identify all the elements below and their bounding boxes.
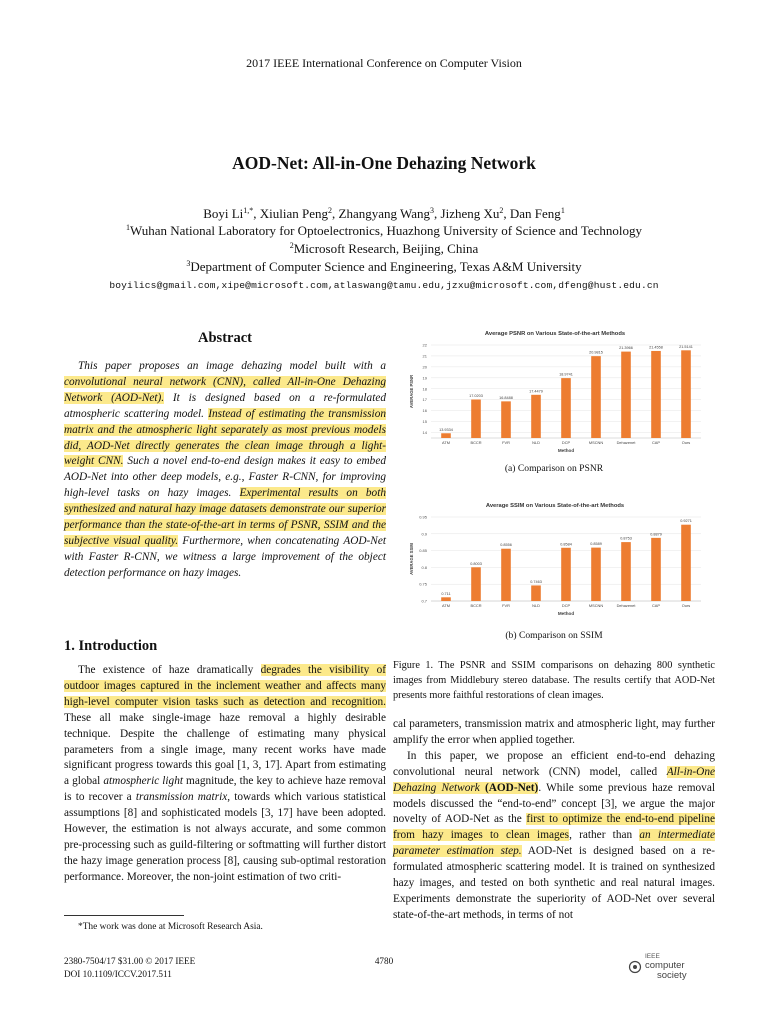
y-tick-label: 0.75 [419, 581, 427, 587]
data-label: 0.8879 [650, 532, 662, 537]
footer-issn: 2380-7504/17 $31.00 © 2017 IEEE [64, 956, 196, 966]
y-tick-label: 0.85 [419, 548, 427, 554]
bar [531, 395, 541, 438]
logo-icon [627, 949, 707, 983]
affiliation-3-text: Department of Computer Science and Engineering, Texas A&M University [190, 259, 582, 274]
intro-heading: 1. Introduction [64, 638, 158, 654]
bar [681, 350, 691, 438]
data-label: 21.4558 [649, 345, 663, 350]
footer-doi: DOI 10.1109/ICCV.2017.511 [64, 969, 172, 979]
x-tick-label: BCCR [470, 603, 482, 608]
data-label: 13.9334 [439, 427, 453, 432]
x-tick-label: FVR [502, 603, 510, 608]
conference-header: 2017 IEEE International Conference on Computer Vision [246, 56, 522, 70]
intro-body-right [393, 717, 715, 924]
data-label: 0.8584 [560, 542, 572, 547]
abstract-text: Such a novel end-to-end design makes it easy to embed AOD-Net into other deep models, e.g., Faster R-CNN, for improving high-level tasks on hazy images. [64, 455, 386, 500]
data-label: 17.0203 [469, 393, 483, 398]
y-tick-label: 21 [422, 353, 427, 359]
caption-psnr: (a) Comparison on PSNR [504, 463, 604, 474]
intro-highlight-bold: (AOD-Net) [479, 781, 539, 794]
abstract-highlight: convolutional neural network (CNN), called All-in-One Dehazing Network (AOD-Net). [64, 375, 386, 404]
logo-top-text: IEEE [645, 953, 660, 960]
psnr-chart-svg [405, 325, 705, 460]
abstract-text: It is designed based on a re-formulated atmospheric scattering model. [64, 391, 386, 420]
data-label: 0.711 [441, 591, 451, 596]
chart-title: Average SSIM on Various State-of-the-art Methods [485, 503, 625, 509]
data-label: 0.8003 [470, 561, 482, 566]
data-label: 18.9741 [559, 372, 573, 377]
x-tick-label: Dehazenet [616, 440, 636, 445]
page-number: 4780 [374, 956, 394, 966]
bar [501, 549, 511, 601]
intro-highlight: All-in-One Dehazing Network [393, 765, 715, 794]
caption-ssim: (b) Comparison on SSIM [505, 630, 603, 641]
affiliation-3: $^3$Department of Computer Science and Engineering, Texas A&M University [186, 259, 582, 274]
y-tick-label: 19 [422, 375, 427, 381]
chart-title: Average PSNR on Various State-of-the-art Methods [484, 331, 626, 337]
bar [471, 567, 481, 601]
y-tick-label: 0.95 [419, 514, 427, 520]
abstract-body [64, 359, 386, 582]
data-label: 0.9271 [680, 519, 692, 524]
author-affiliation-mark: 2 [499, 206, 504, 215]
x-tick-label: Ours [681, 603, 691, 608]
bar [471, 399, 481, 438]
abstract-text: Furthermore, when concatenating AOD-Net with Faster R-CNN, we witness a large improvement of the object detection performance on hazy images. [64, 534, 386, 579]
paper-title: AOD-Net: All-in-One Dehazing Network [232, 153, 536, 173]
affiliation-1: $^1$Wuhan National Laboratory for Optoelectronics, Huazhong University of Science and Technology [125, 223, 643, 238]
x-tick-label: NLD [532, 440, 540, 445]
y-tick-label: 16 [422, 408, 427, 414]
author-affiliation-mark: 1,* [243, 206, 254, 215]
intro-text: , towards which various statistical assumptions [8] and sophisticated models [3, 17] have been adopted. However, the estimation is not always accurate, and some common pre-processing such as guild-filtering or softmatting will further distort the hazy image generation process [8], causing sub-optimal restoration performance. Moreover, the non-joint estimation of two criti- [64, 791, 387, 883]
x-tick-label: ATM [442, 603, 450, 608]
intro-text: , rather than [569, 829, 640, 842]
data-label: 0.8556 [500, 543, 512, 548]
intro-highlight: degrades the visibility of outdoor images captured in the inclement weather and affects many high-level computer vision tasks such as detection and recognition. [64, 664, 386, 708]
y-tick-label: 0.9 [421, 531, 427, 537]
intro-highlight: first to optimize the end-to-end pipeline from hazy images to clean images [393, 813, 715, 842]
intro-text: . While some previous haze removal models discussed the “end-to-end” concept [3], we argue the major novelty of AOD-Net as the [393, 781, 715, 826]
abstract-highlight: Experimental results on both synthesized and natural hazy image datasets demonstrate our superior performance than the state-of-the-art in terms of PSNR, SSIM and the subjective visual quality. [64, 487, 386, 547]
x-tick-label: Dehazenet [616, 603, 636, 608]
y-tick-label: 15 [422, 419, 427, 425]
y-tick-label: 0.7 [421, 598, 427, 604]
x-axis-label: Method [557, 611, 575, 616]
bar [441, 433, 451, 438]
logo-mid-text: computer [645, 960, 685, 971]
footnote: *The work was done at Microsoft Research Asia. [78, 922, 263, 932]
logo-bot-text: society [657, 970, 687, 981]
author-affiliation-mark: 2 [328, 206, 333, 215]
y-tick-label: 22 [422, 342, 427, 348]
bar [441, 597, 451, 601]
intro-text: AOD-Net is designed based on a re-formulated atmospheric scattering model. It is trained on synthesized hazy images, and tested on both synthetic and real natural images. Experiments demonstrate the superiority of AOD-Net over several state-of-the-art methods, in terms of not [393, 845, 715, 921]
bar [621, 542, 631, 601]
intro-body-left [64, 663, 386, 886]
intro-italic: transmission matrix [135, 791, 228, 804]
x-tick-label: DCP [561, 440, 571, 445]
intro-italic: atmospheric light [103, 775, 183, 788]
abstract-highlight: Instead of estimating the transmission matrix and the atmospheric light separately as most previous models did, AOD-Net directly generates the clean image through a light-weight CNN. [64, 407, 386, 468]
data-label: 21.3966 [619, 346, 633, 351]
bar [681, 525, 691, 601]
x-tick-label: Ours [681, 440, 691, 445]
bar [651, 538, 661, 601]
intro-text: The existence of haze dramatically [78, 664, 261, 676]
y-tick-label: 17 [422, 397, 427, 403]
affiliation-2: $^2$Microsoft Research, Beijing, China [289, 241, 479, 256]
x-axis-label: Method [557, 448, 575, 453]
bar [651, 351, 661, 438]
author-affiliation-mark: 1 [560, 206, 565, 215]
x-tick-label: MSCNN [588, 603, 604, 608]
ssim-chart [405, 497, 705, 623]
psnr-chart [405, 325, 705, 460]
abstract-heading: Abstract [198, 330, 252, 346]
y-tick-label: 14 [422, 430, 427, 436]
affiliation-1-text: Wuhan National Laboratory for Optoelectronics, Huazhong University of Science and Technology [129, 223, 643, 238]
bar [621, 352, 631, 438]
data-label: 0.8753 [620, 536, 632, 541]
x-tick-label: BCCR [470, 440, 482, 445]
data-label: 20.9815 [589, 350, 603, 355]
ieee-computer-society-logo [627, 949, 707, 983]
bar [561, 378, 571, 438]
data-label: 0.7463 [530, 579, 542, 584]
x-tick-label: CAP [652, 440, 660, 445]
intro-text: In this paper, we propose an efficient end-to-end dehazing convolutional neural network (CNN) model, called [393, 749, 715, 778]
abstract-text: This paper proposes an image dehazing model built with a [78, 360, 386, 372]
bar [501, 401, 511, 438]
ssim-chart-svg [405, 497, 705, 623]
data-label: 16.8488 [499, 395, 513, 400]
x-tick-label: NLD [532, 603, 540, 608]
data-label: 0.8589 [590, 542, 602, 547]
intro-text: magnitude, the key to achieve haze removal is to recover a [64, 775, 387, 804]
x-tick-label: CAP [652, 603, 660, 608]
x-tick-label: FVR [502, 440, 510, 445]
y-axis-label: AVERAGE SSIM [409, 543, 414, 575]
intro-continued: cal parameters, transmission matrix and atmospheric light, may further amplify the error when applied together. [393, 718, 715, 746]
bar [591, 548, 601, 601]
data-label: 17.4479 [529, 389, 543, 394]
y-tick-label: 18 [422, 386, 427, 392]
x-tick-label: DCP [561, 603, 571, 608]
author-line: Boyi $Li^{1,*}$, Xiulian Peng$^2$, Zhangyang Wang$^3$, Jizheng Xu$^2$, Dan Feng$^1$ [203, 206, 565, 221]
footnote-rule [64, 915, 184, 916]
author-affiliation-mark: 3 [430, 206, 435, 215]
y-tick-label: 0.8 [421, 564, 427, 570]
intro-text: These all make single-image haze removal a highly desirable technique. Despite the challenge of estimating many physical parameters from a single image, many recent works have made significant progress towards this goal [1, 3, 17]. Apart from estimating a global [64, 711, 386, 788]
bar [591, 356, 601, 438]
y-axis-label: AVERAGE PSNR [409, 374, 414, 409]
x-tick-label: MSCNN [588, 440, 604, 445]
bar [531, 585, 541, 601]
x-tick-label: ATM [442, 440, 450, 445]
y-tick-label: 20 [422, 364, 427, 370]
bar [561, 548, 571, 601]
intro-highlight: an intermediate parameter estimation step. [393, 829, 715, 858]
author-emails: boyilics@gmail.com,xipe@microsoft.com,atlaswang@tamu.edu,jzxu@microsoft.com,dfeng@hust.edu.cn [109, 280, 659, 291]
affiliation-2-text: Microsoft Research, Beijing, China [293, 241, 479, 256]
figure-caption: Figure 1. The PSNR and SSIM comparisons on dehazing 800 synthetic images from Middlebury stereo database. The results certify that AOD-Net presents more faithful restorations of clean images. [393, 660, 715, 701]
data-label: 21.5141 [679, 344, 693, 349]
